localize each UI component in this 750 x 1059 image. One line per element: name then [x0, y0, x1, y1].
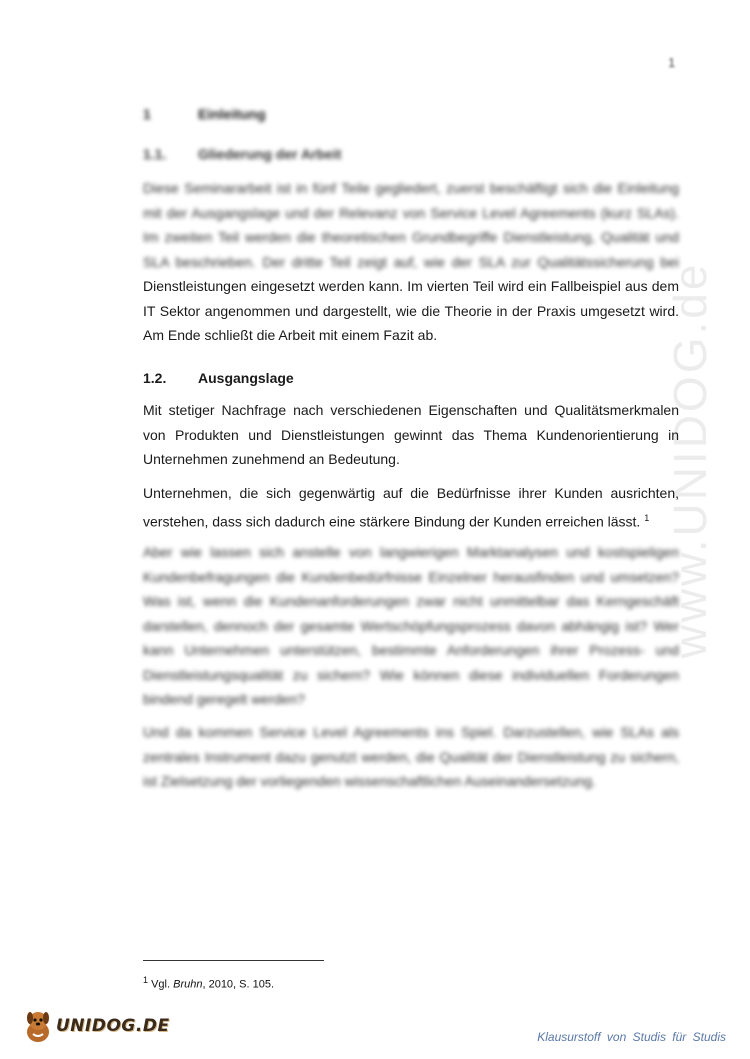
footnote — [143, 975, 274, 991]
tagline: Klausurstoff von Studis für Studis — [537, 1030, 726, 1044]
paragraph-ausgangslage-4: Und da kommen Service Level Agreements ins Spiel. Darzustellen, wie SLAs als zentrales Instrument dazu genutzt werden, die Qualität der Dienstleistung zu sichern, ist Zielsetzung der vorliegenden wissenschaftlichen Auseinandersetzung. — [143, 724, 679, 789]
footnote-separator — [143, 960, 324, 961]
paragraph-ausgangslage-1: Mit stetiger Nachfrage nach verschiedenen Eigenschaften und Qualitätsmerkmalen von Produkten und Dienstleistungen gewinnt das Thema Kundenorientierung in Unternehmen zunehmend an Bedeutung. — [143, 402, 679, 467]
page-number: 1 — [668, 55, 676, 70]
footnote-prefix: Vgl. — [151, 978, 171, 991]
section-number: 1.2. — [143, 370, 167, 386]
paragraph-text: Unternehmen, die sich gegenwärtig auf die Bedürfnisse ihrer Kunden ausrichten, verstehen, dass sich dadurch eine stärkere Bindung der Kunden erreichen lässt. — [143, 485, 679, 530]
chapter-heading — [143, 106, 266, 122]
section-heading-1-2 — [143, 370, 294, 386]
logo-text: UNIDOG.DE — [56, 1016, 170, 1036]
footnote-marker: 1 — [143, 975, 149, 985]
paragraph-visible-part: Dienstleistungen eingesetzt werden kann. Im vierten Teil wird ein Fallbeispiel aus dem IT Sektor angenommen und dargestellt, wie die Theorie in der Praxis umgesetzt wird. Am Ende schließt die Arbeit mit einem Fazit ab. — [143, 278, 679, 343]
paragraph-ausgangslage-3: Aber wie lassen sich anstelle von langwierigen Marktanalysen und kostspieligen Kundenbefragungen die Kundenbedürfnisse Einzelner herausfinden und umsetzen? Was ist, wenn die Kundenanforderungen zwar nicht unmittelbar das Kerngeschäft darstellen, dennoch der gesamte Wertschöpfungsprozess davon abhängig ist? Wer kann Unternehmen unterstützen, bestimmte Anforderungen ihrer Prozess- und Dienstleistungsqualität zu sichern? Wie können diese individuellen Forderungen bindend geregelt werden? — [143, 544, 679, 707]
watermark: www.UNIDOG.de — [664, 261, 716, 659]
footnote-reference[interactable]: 1 — [644, 512, 650, 523]
section-title: Ausgangslage — [198, 370, 294, 386]
footnote-rest: , 2010, S. 105. — [202, 978, 275, 991]
dog-mascot-icon — [22, 1008, 54, 1044]
footnote-author: Bruhn — [173, 978, 203, 991]
unidog-logo[interactable] — [22, 1008, 170, 1044]
section-title: Gliederung der Arbeit — [198, 146, 342, 162]
paragraph-ausgangslage-2 — [143, 481, 679, 534]
paragraph-blurred-part: Diese Seminararbeit ist in fünf Teile gegliedert, zuerst beschäftigt sich die Einleitung mit der Ausgangslage und der Relevanz von Service Level Agreements (kurz SLAs). Im zweiten Teil werden die theoretischen Grundbegriffe Dienstleistung, Qualität und SLA beschrieben. Der dritte Teil zeigt auf, wie der SLA zur Qualitätssicherung bei — [143, 180, 679, 270]
section-number: 1.1. — [143, 146, 167, 162]
paragraph-gliederung — [143, 176, 679, 348]
chapter-number: 1 — [143, 106, 151, 122]
section-heading-1-1 — [143, 146, 341, 162]
chapter-title: Einleitung — [198, 106, 266, 122]
